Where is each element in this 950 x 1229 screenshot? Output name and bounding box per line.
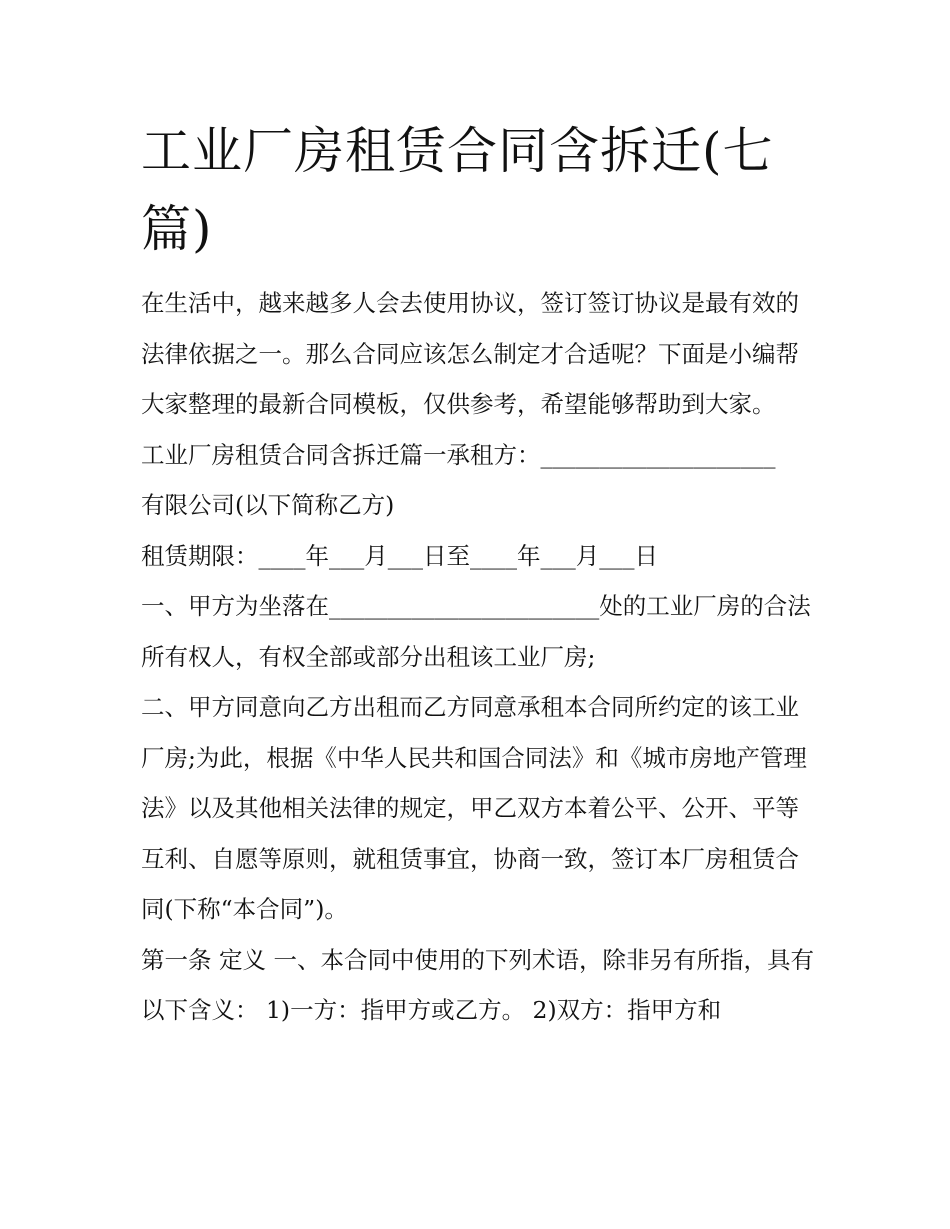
clause-two: 二、甲方同意向乙方出租而乙方同意承租本合同所约定的该工业厂房;为此，根据《中华人民共和国合同法》和《城市房地产管理法》以及其他相关法律的规定，甲乙双方本着公平、公开、平等互利、自愿等原则，就租赁事宜，协商一致，签订本厂房租赁合同(下称“本合同”)。 — [141, 693, 807, 923]
intro-paragraph: 在生活中，越来越多人会去使用协议，签订签订协议是最有效的法律依据之一。那么合同应该怎么制定才合适呢？下面是小编帮大家整理的最新合同模板，仅供参考，希望能够帮助到大家。 — [141, 289, 799, 418]
contract-lessee-line: 工业厂房租赁合同含拆迁篇一承租方：____________________ — [141, 440, 776, 469]
document-title: 工业厂房租赁合同含拆迁(七篇) — [141, 122, 774, 258]
clause-one: 一、甲方为坐落在_______________________处的工业厂房的合法所有权人，有权全部或部分出租该工业厂房; — [141, 592, 811, 671]
lease-term-line: 租赁期限：____年___月___日至____年___月___日 — [141, 541, 658, 570]
document-body — [141, 278, 821, 1036]
contract-lessee-abbreviation: 有限公司(以下简称乙方) — [141, 491, 395, 519]
article-one-definitions: 第一条 定义 一、本合同中使用的下列术语，除非另有所指，具有以下含义： 1)一方：指甲方或乙方。 2)双方：指甲方和 — [141, 945, 814, 1024]
